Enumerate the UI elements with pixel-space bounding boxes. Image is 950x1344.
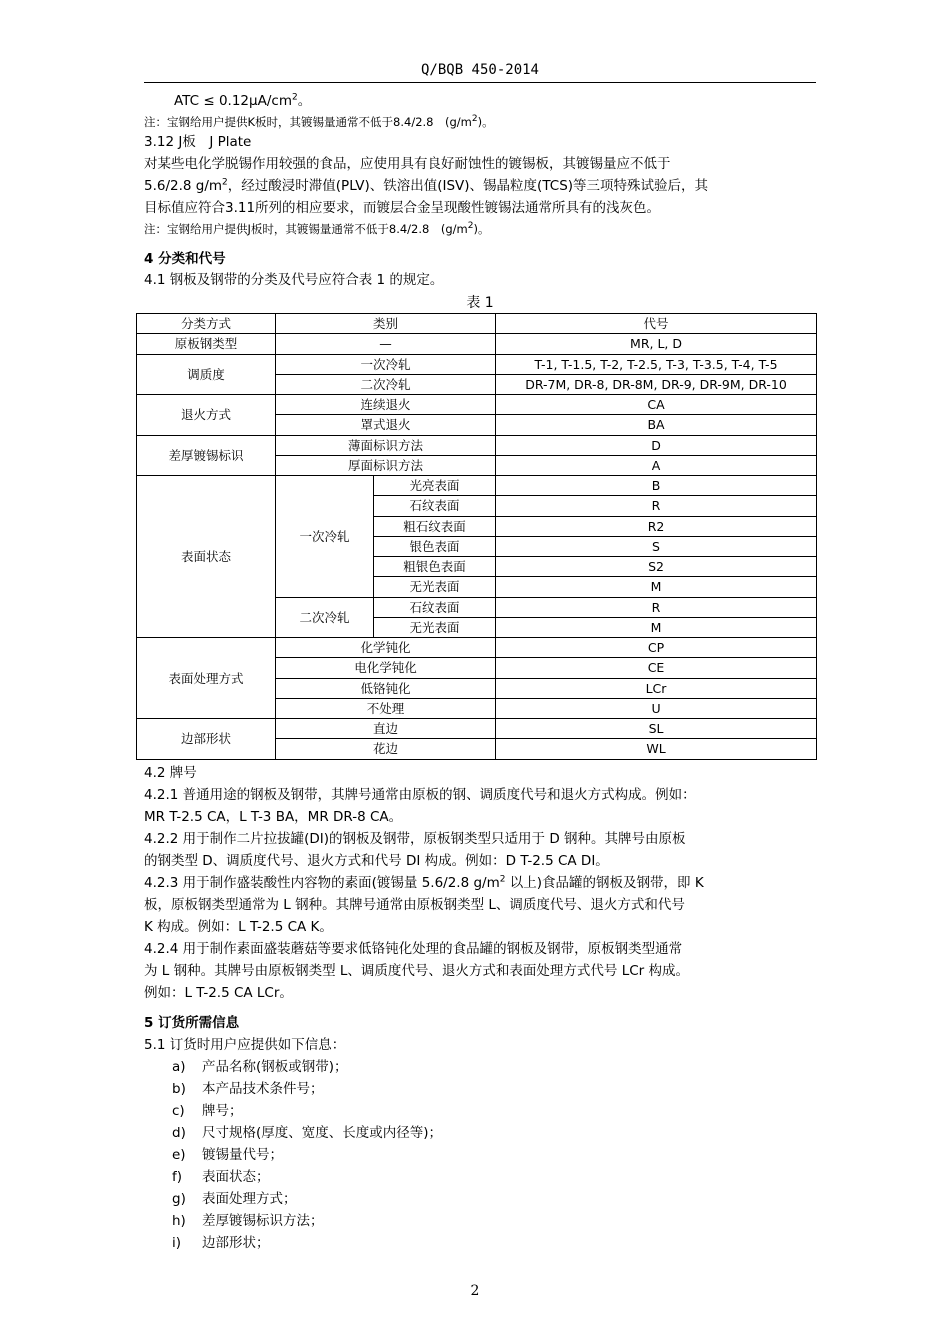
code-cell: A (496, 455, 817, 475)
header-rule (144, 82, 816, 83)
subcategory-cell: 一次冷轧 (276, 476, 374, 598)
section-4-2-4-text-2: 为 L 钢种。其牌号由原板钢类型 L、调质度代号、退火方式和表面处理方式代号 LCr 构成。 (144, 963, 689, 979)
section-3-12-text-1: 对某些电化学脱锡作用较强的食品，应使用具有良好耐蚀性的镀锡板，其镀锡量应不低于 (144, 156, 671, 172)
class-cell: 薄面标识方法 (276, 435, 496, 455)
class-cell: 粗石纹表面 (374, 516, 496, 536)
category-cell: 调质度 (137, 354, 276, 395)
section-3-12-text-3: 目标值应符合3.11所列的相应要求，而镀层合金呈现酸性镀锡法通常所具有的浅灰色。 (144, 200, 661, 216)
section-4-title: 4 分类和代号 (144, 251, 226, 267)
class-cell: 罩式退火 (276, 415, 496, 435)
code-cell: R (496, 496, 817, 516)
class-cell: 一次冷轧 (276, 354, 496, 374)
code-cell: WL (496, 739, 817, 759)
list-item: h) 差厚镀锡标识方法； (172, 1213, 324, 1229)
section-5-title: 5 订货所需信息 (144, 1015, 240, 1031)
j-plate-note: 注：宝钢给用户提供J板时，其镀锡量通常不低于8.4/2.8 $(g/m^2)$。 (144, 221, 490, 236)
class-cell: 化学钝化 (276, 638, 496, 658)
code-cell: LCr (496, 678, 817, 698)
subcategory-cell: 二次冷轧 (276, 597, 374, 638)
class-cell: 直边 (276, 719, 496, 739)
section-4-2-1-text-1: 4.2.1 普通用途的钢板及钢带，其牌号通常由原板的钢、调质度代号和退火方式构成。例如： (144, 787, 696, 803)
code-cell: MR, L, D (496, 334, 817, 354)
class-cell: 厚面标识方法 (276, 455, 496, 475)
code-cell: M (496, 577, 817, 597)
class-cell: 粗银色表面 (374, 557, 496, 577)
code-cell: S (496, 536, 817, 556)
list-item: e) 镀锡量代号； (172, 1147, 283, 1163)
section-4-2-3-text-3: K 构成。例如：L T-2.5 CA K。 (144, 919, 333, 935)
code-cell: DR-7M, DR-8, DR-8M, DR-9, DR-9M, DR-10 (496, 374, 817, 394)
class-cell: 二次冷轧 (276, 374, 496, 394)
table-row (137, 719, 817, 739)
class-cell: 光亮表面 (374, 476, 496, 496)
class-cell: 银色表面 (374, 536, 496, 556)
atc-line: ATC ≤ $0.12\mu A/cm^2$。 (174, 92, 312, 109)
table-row (137, 395, 817, 415)
code-cell: CP (496, 638, 817, 658)
page-number: 2 (470, 1283, 480, 1299)
code-cell: R2 (496, 516, 817, 536)
class-cell: 电化学钝化 (276, 658, 496, 678)
code-cell: R (496, 597, 817, 617)
section-4-2-3-text-2: 板，原板钢类型通常为 L 钢种。其牌号通常由原板钢类型 L、调质度代号、退火方式和代号 (144, 897, 685, 913)
code-cell: U (496, 698, 817, 718)
table-row (137, 638, 817, 658)
table-row (137, 354, 817, 374)
class-cell: 不处理 (276, 698, 496, 718)
list-item: b) 本产品技术条件号； (172, 1081, 324, 1097)
section-3-12-title: 3.12 J板 J Plate (144, 134, 252, 150)
list-item: g) 表面处理方式； (172, 1191, 297, 1207)
table-caption: 表 1 (466, 295, 494, 311)
class-cell: 石纹表面 (374, 597, 496, 617)
code-cell: B (496, 476, 817, 496)
section-4-2-2-text-2: 的钢类型 D、调质度代号、退火方式和代号 DI 构成。例如：D T-2.5 CA DI。 (144, 853, 609, 869)
code-cell: T-1, T-1.5, T-2, T-2.5, T-3, T-3.5, T-4, T-5 (496, 354, 817, 374)
list-item: d) 尺寸规格(厚度、宽度、长度或内径等)； (172, 1125, 443, 1141)
category-cell: 差厚镀锡标识 (137, 435, 276, 476)
list-item: a) 产品名称(钢板或钢带)； (172, 1059, 348, 1075)
code-cell: CA (496, 395, 817, 415)
section-4-2-2-text-1: 4.2.2 用于制作二片拉拔罐(DI)的钢板及钢带，原板钢类型只适用于 D 钢种。其牌号由原板 (144, 831, 686, 847)
section-4-2-4-text-1: 4.2.4 用于制作素面盛装蘑菇等要求低铬钝化处理的食品罐的钢板及钢带，原板钢类型通常 (144, 941, 683, 957)
section-4-2-3-text-1: 4.2.3 用于制作盛装酸性内容物的素面(镀锡量 5.6/2.8 $g/m^2$ 以上)食品罐的钢板及钢带，即 K (144, 874, 704, 891)
list-item: f) 表面状态； (172, 1169, 270, 1185)
table-header-cell: 代号 (496, 314, 817, 334)
class-cell: 低铬钝化 (276, 678, 496, 698)
code-cell: D (496, 435, 817, 455)
code-cell: S2 (496, 557, 817, 577)
category-cell: 原板钢类型 (137, 334, 276, 354)
category-cell: 退火方式 (137, 395, 276, 436)
section-4-2-title: 4.2 牌号 (144, 765, 197, 781)
category-cell: 表面状态 (137, 476, 276, 638)
section-4-1-text: 4.1 钢板及钢带的分类及代号应符合表 1 的规定。 (144, 272, 444, 288)
table-row (137, 476, 817, 496)
table-header-cell: 分类方式 (137, 314, 276, 334)
k-plate-note: 注：宝钢给用户提供K板时，其镀锡量通常不低于8.4/2.8 $(g/m^2)$。 (144, 114, 494, 129)
section-4-2-4-text-3: 例如：L T-2.5 CA LCr。 (144, 985, 293, 1001)
table-row (137, 435, 817, 455)
table-header-cell: 类别 (276, 314, 496, 334)
code-cell: SL (496, 719, 817, 739)
code-cell: BA (496, 415, 817, 435)
class-cell: 无光表面 (374, 617, 496, 637)
table-row (137, 334, 817, 354)
table-header-row (137, 314, 817, 334)
category-cell: 边部形状 (137, 719, 276, 760)
code-cell: CE (496, 658, 817, 678)
classification-table (136, 313, 817, 760)
class-cell: — (276, 334, 496, 354)
document-code-header: Q/BQB 450-2014 (420, 62, 539, 78)
class-cell: 连续退火 (276, 395, 496, 415)
class-cell: 石纹表面 (374, 496, 496, 516)
section-5-1-text: 5.1 订货时用户应提供如下信息： (144, 1037, 346, 1053)
section-3-12-text-2: 5.6/2.8 $g/m^2$，经过酸浸时滞值(PLV)、铁溶出值(ISV)、锡晶粒度(TCS)等三项特殊试验后，其 (144, 177, 709, 194)
section-4-2-1-text-2: MR T-2.5 CA，L T-3 BA，MR DR-8 CA。 (144, 809, 403, 825)
code-cell: M (496, 617, 817, 637)
category-cell: 表面处理方式 (137, 638, 276, 719)
class-cell: 花边 (276, 739, 496, 759)
list-item: c) 牌号； (172, 1103, 243, 1119)
class-cell: 无光表面 (374, 577, 496, 597)
list-item: i) 边部形状； (172, 1235, 270, 1251)
